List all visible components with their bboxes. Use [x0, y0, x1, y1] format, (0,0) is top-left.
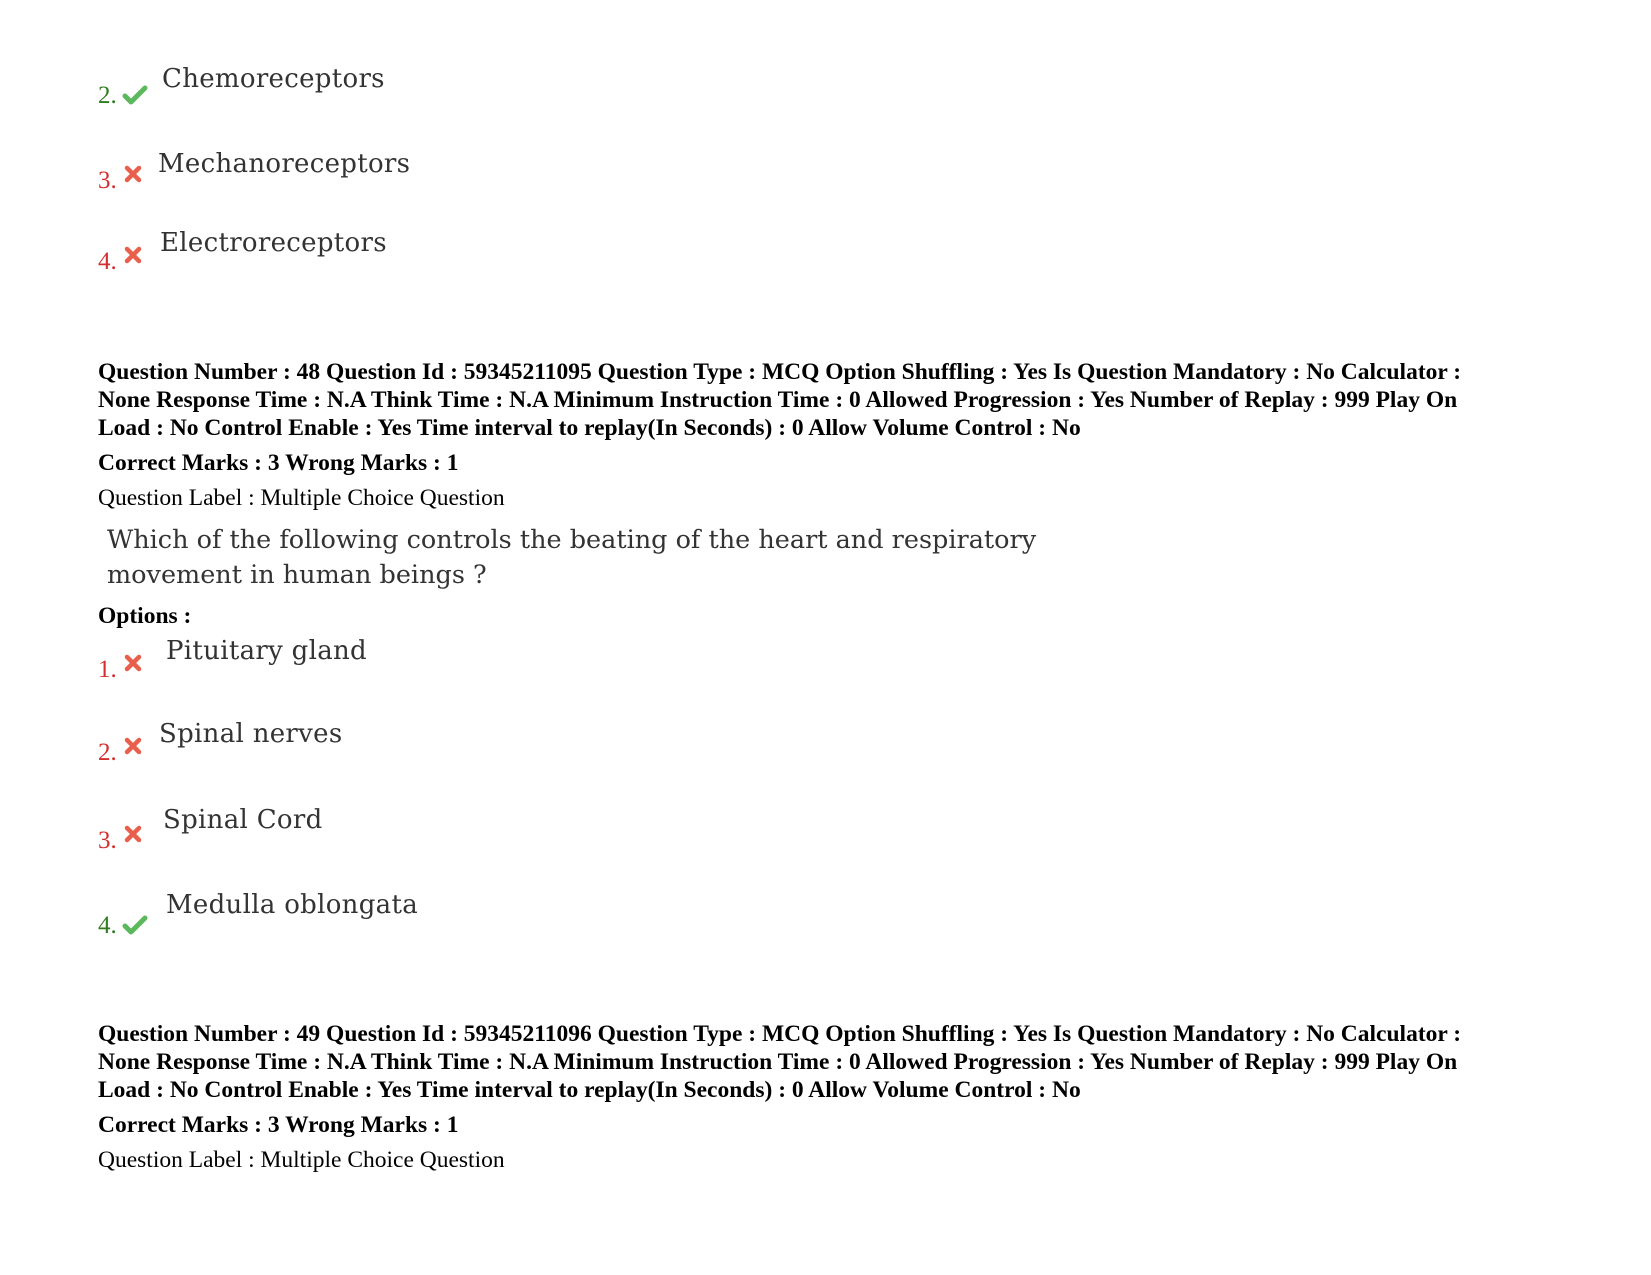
option-text: Chemoreceptors: [162, 64, 385, 94]
option-text: Pituitary gland: [166, 636, 367, 666]
cross-icon: [124, 737, 142, 755]
option-text: Electroreceptors: [160, 228, 387, 258]
option-number: 2.: [98, 82, 117, 109]
meta-line: Load : No Control Enable : Yes Time interval to replay(In Seconds) : 0 Allow Volume Control : No: [98, 1077, 1081, 1103]
question-48-label: Question Label : Multiple Choice Question: [98, 485, 505, 511]
option-number: 4.: [98, 912, 117, 939]
question-48-marks: Correct Marks : 3 Wrong Marks : 1: [98, 450, 459, 476]
cross-icon: [124, 654, 142, 672]
cross-icon: [124, 246, 142, 264]
option-text: Mechanoreceptors: [158, 149, 411, 179]
cross-icon: [124, 165, 142, 183]
question-text-line: Which of the following controls the beating of the heart and respiratory: [107, 525, 1037, 555]
question-49-meta: [98, 1020, 1558, 1104]
cross-icon: [124, 825, 142, 843]
question-49-label: Question Label : Multiple Choice Question: [98, 1147, 505, 1173]
question-48-meta: [98, 358, 1558, 442]
check-icon: [122, 82, 148, 108]
option-text: Spinal Cord: [163, 805, 323, 835]
meta-line: Question Number : 48 Question Id : 59345211095 Question Type : MCQ Option Shuffling : Yes Is Question Mandatory : No Calculator :: [98, 359, 1462, 385]
option-text: Spinal nerves: [159, 719, 343, 749]
option-number: 4.: [98, 248, 117, 275]
options-heading: Options :: [98, 603, 192, 629]
option-number: 3.: [98, 167, 117, 194]
option-number: 1.: [98, 656, 117, 683]
question-48-text: [107, 523, 1207, 593]
option-number: 3.: [98, 827, 117, 854]
check-icon: [122, 912, 148, 938]
option-number: 2.: [98, 739, 117, 766]
option-text: Medulla oblongata: [166, 890, 418, 920]
question-49-marks: Correct Marks : 3 Wrong Marks : 1: [98, 1112, 459, 1138]
question-text-line: movement in human beings ?: [107, 560, 487, 590]
meta-line: None Response Time : N.A Think Time : N.A Minimum Instruction Time : 0 Allowed Progression : Yes Number of Replay : 999 Play On: [98, 387, 1458, 413]
meta-line: Load : No Control Enable : Yes Time interval to replay(In Seconds) : 0 Allow Volume Control : No: [98, 415, 1081, 441]
meta-line: Question Number : 49 Question Id : 59345211096 Question Type : MCQ Option Shuffling : Yes Is Question Mandatory : No Calculator :: [98, 1021, 1462, 1047]
meta-line: None Response Time : N.A Think Time : N.A Minimum Instruction Time : 0 Allowed Progression : Yes Number of Replay : 999 Play On: [98, 1049, 1458, 1075]
